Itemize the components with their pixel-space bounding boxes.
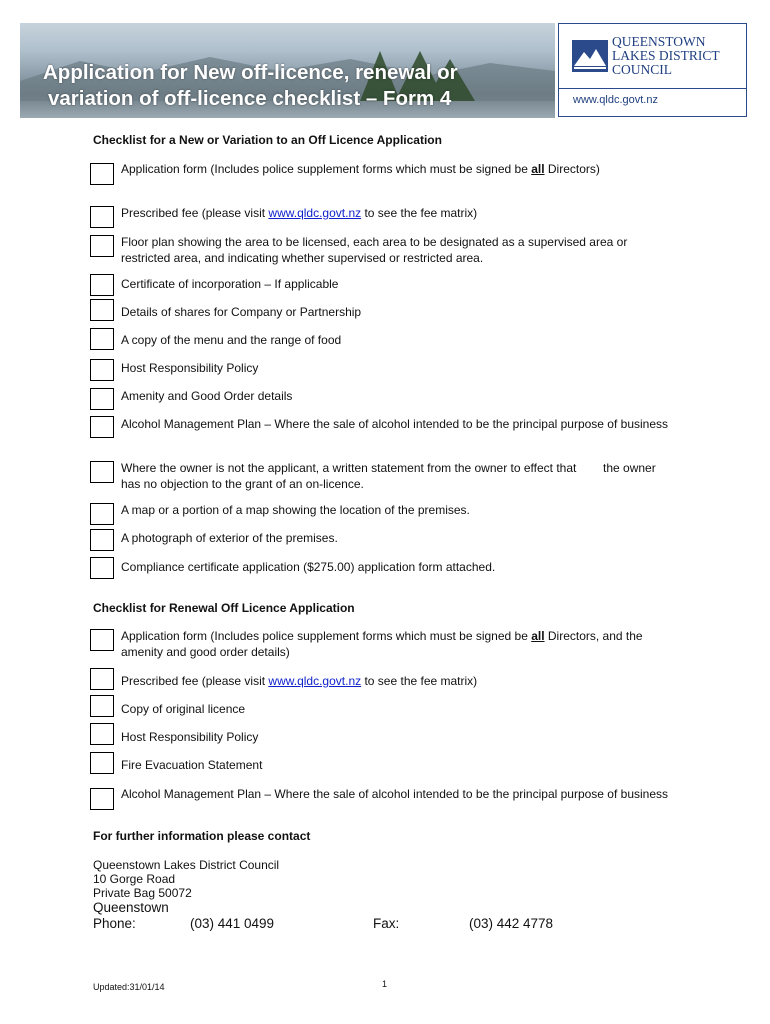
- phone-label: Phone:: [93, 916, 136, 931]
- page-number: 1: [382, 979, 388, 989]
- checklist-checkbox[interactable]: [90, 388, 114, 410]
- checklist-checkbox[interactable]: [90, 328, 114, 350]
- checklist-item-text: [121, 559, 676, 575]
- checklist-item-text: [121, 530, 676, 546]
- checklist-checkbox[interactable]: [90, 235, 114, 257]
- contact-heading: For further information please contact: [93, 829, 311, 843]
- mountain-logo-icon: [572, 40, 608, 72]
- contact-org: Queenstown Lakes District Council: [93, 858, 280, 872]
- page-title-line-1: Application for New off-licence, renewal or: [43, 61, 458, 84]
- item-text: to see the fee matrix): [361, 206, 478, 220]
- checklist-checkbox[interactable]: [90, 274, 114, 296]
- qldc-website-link[interactable]: www.qldc.govt.nz: [268, 206, 362, 220]
- updated-date: Updated:31/01/14: [93, 982, 165, 992]
- item-text: Prescribed fee (please visit: [121, 206, 269, 220]
- item-text: Certificate of incorporation – If applicable: [121, 277, 339, 291]
- council-name: [612, 35, 720, 77]
- checklist-item-text: [121, 304, 676, 320]
- item-text: Compliance certificate application ($275.00) application form attached.: [121, 560, 496, 574]
- item-text: Host Responsibility Policy: [121, 730, 259, 744]
- checklist-item-text: [121, 757, 676, 773]
- item-text: A photograph of exterior of the premises.: [121, 531, 338, 545]
- checklist-item-text: [121, 332, 676, 348]
- checklist-checkbox[interactable]: [90, 163, 114, 185]
- item-text: Where the owner is not the applicant, a written statement from the owner to effect that the owner has no objection to the grant of an on-licence.: [121, 461, 656, 491]
- item-text: Floor plan showing the area to be licensed, each area to be designated as a supervised area or restricted area, and indicating whether supervised or restricted area.: [121, 235, 628, 265]
- checklist-checkbox[interactable]: [90, 503, 114, 525]
- checklist-checkbox[interactable]: [90, 206, 114, 228]
- checklist-item-text: [121, 673, 676, 689]
- checklist-checkbox[interactable]: [90, 695, 114, 717]
- checklist-checkbox[interactable]: [90, 359, 114, 381]
- item-text: Directors): [544, 162, 600, 176]
- logo-url: www.qldc.govt.nz: [573, 94, 658, 106]
- checklist-checkbox[interactable]: [90, 752, 114, 774]
- checklist-checkbox[interactable]: [90, 416, 114, 438]
- checklist-checkbox[interactable]: [90, 299, 114, 321]
- qldc-website-link[interactable]: www.qldc.govt.nz: [268, 674, 362, 688]
- checklist-item-text: [121, 360, 676, 376]
- checklist-item-text: [121, 460, 676, 492]
- section-heading-renewal: Checklist for Renewal Off Licence Application: [93, 601, 355, 615]
- item-text: Alcohol Management Plan – Where the sale of alcohol intended to be the principal purpose of business: [121, 787, 669, 801]
- item-text: Copy of original licence: [121, 702, 246, 716]
- header-banner: [20, 23, 555, 118]
- checklist-item-text: [121, 234, 676, 266]
- checklist-checkbox[interactable]: [90, 788, 114, 810]
- logo-divider: [559, 88, 746, 89]
- item-text: A map or a portion of a map showing the location of the premises.: [121, 503, 470, 517]
- checklist-checkbox[interactable]: [90, 723, 114, 745]
- emphasis-text: all: [531, 629, 545, 643]
- fax-label: Fax:: [373, 916, 400, 931]
- item-text: Details of shares for Company or Partnership: [121, 305, 362, 319]
- item-text: Prescribed fee (please visit: [121, 674, 269, 688]
- phone-number: (03) 441 0499: [190, 916, 275, 931]
- checklist-checkbox[interactable]: [90, 529, 114, 551]
- contact-bag: Private Bag 50072: [93, 886, 192, 900]
- checklist-item-text: [121, 205, 676, 221]
- fax-number: (03) 442 4778: [469, 916, 554, 931]
- council-name-line-2: LAKES DISTRICT: [612, 48, 720, 63]
- checklist-item-text: [121, 276, 676, 292]
- page-title-line-2: variation of off-licence checklist – Form 4: [48, 87, 452, 110]
- item-text: Application form (Includes police supplement forms which must be signed be: [121, 629, 532, 643]
- council-logo: [558, 23, 747, 117]
- checklist-item-text: [121, 701, 676, 717]
- item-text: Host Responsibility Policy: [121, 361, 259, 375]
- checklist-checkbox[interactable]: [90, 461, 114, 483]
- contact-street: 10 Gorge Road: [93, 872, 176, 886]
- council-name-line-3: COUNCIL: [612, 62, 672, 77]
- checklist-item-text: [121, 786, 676, 802]
- item-text: Application form (Includes police supplement forms which must be signed be: [121, 162, 532, 176]
- item-text: Alcohol Management Plan – Where the sale of alcohol intended to be the principal purpose of business: [121, 417, 669, 431]
- checklist-checkbox[interactable]: [90, 668, 114, 690]
- checklist-checkbox[interactable]: [90, 629, 114, 651]
- checklist-checkbox[interactable]: [90, 557, 114, 579]
- checklist-item-text: [121, 161, 676, 177]
- section-heading-new: Checklist for a New or Variation to an Off Licence Application: [93, 133, 442, 147]
- council-name-line-1: QUEENSTOWN: [612, 34, 706, 49]
- emphasis-text: all: [531, 162, 545, 176]
- item-text: Amenity and Good Order details: [121, 389, 293, 403]
- item-text: Fire Evacuation Statement: [121, 758, 263, 772]
- checklist-item-text: [121, 502, 676, 518]
- checklist-item-text: [121, 729, 676, 745]
- item-text: Directors, and the amenity and good order details): [121, 629, 643, 659]
- checklist-item-text: [121, 388, 676, 404]
- checklist-item-text: [121, 416, 676, 432]
- item-text: A copy of the menu and the range of food: [121, 333, 342, 347]
- checklist-item-text: [121, 628, 676, 660]
- item-text: to see the fee matrix): [361, 674, 478, 688]
- contact-city: Queenstown: [93, 900, 169, 915]
